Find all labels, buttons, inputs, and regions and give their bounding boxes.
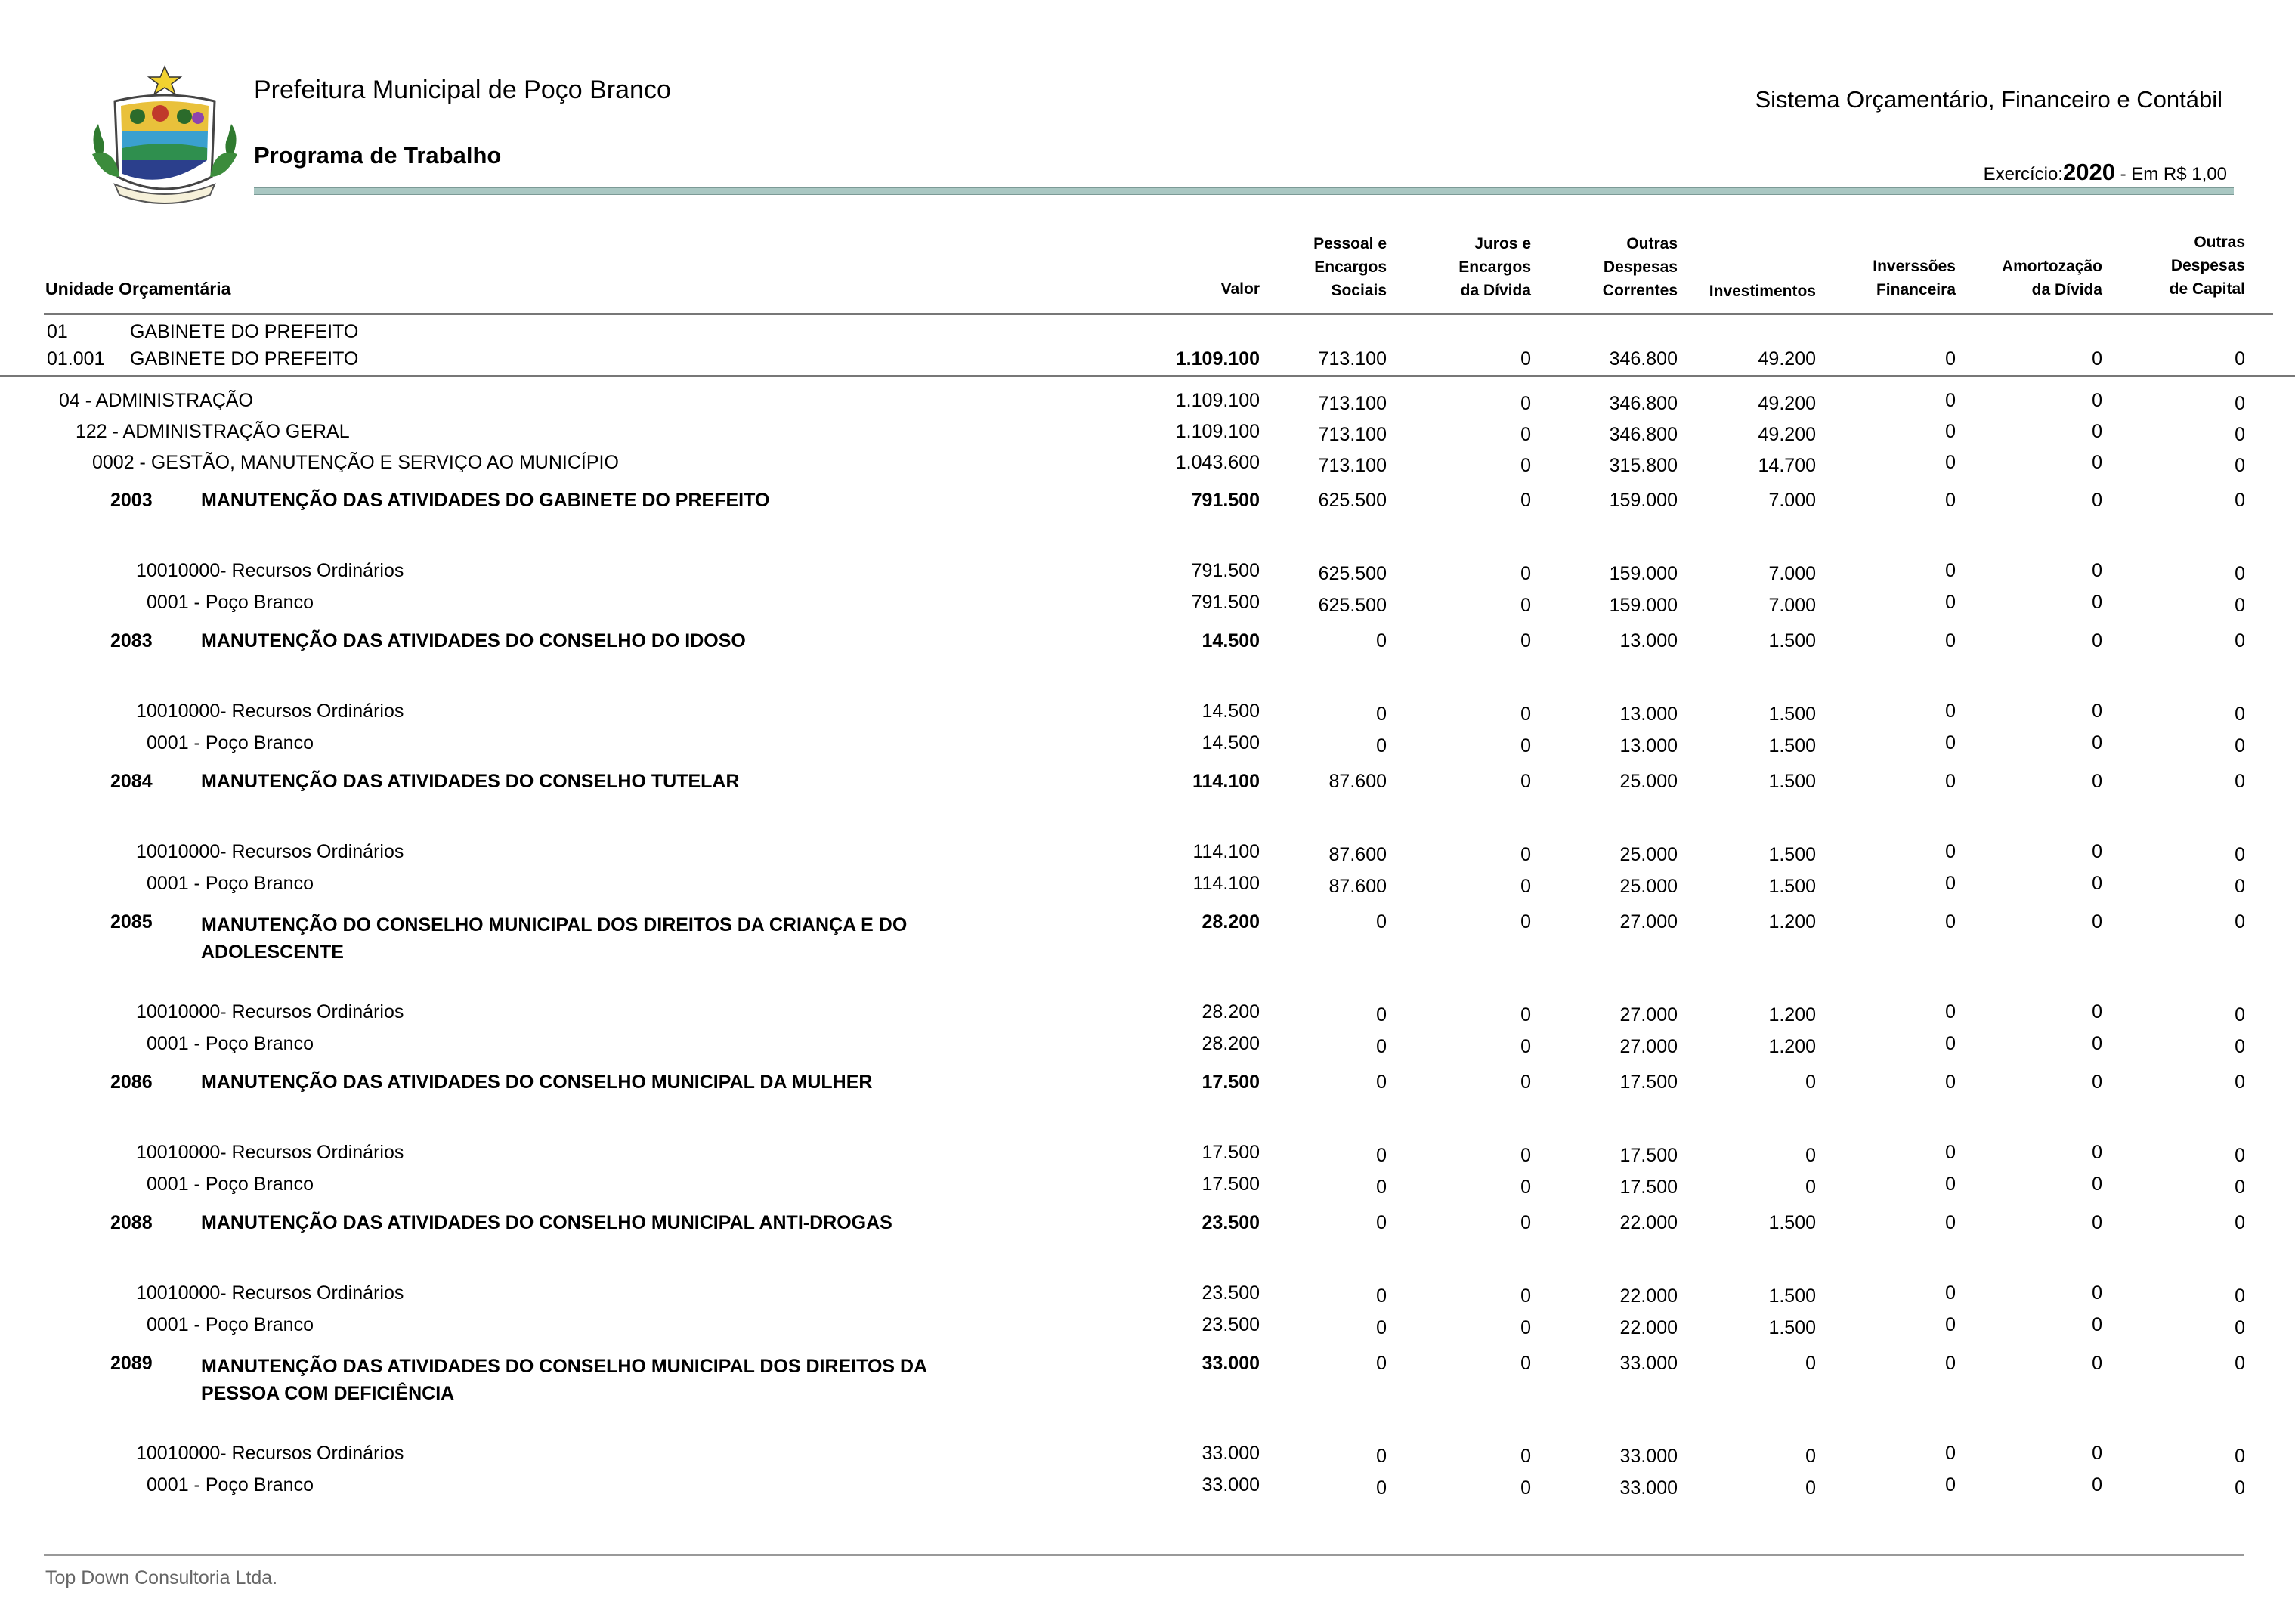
cell-pessoal: 0: [1376, 1353, 1387, 1374]
cell-pessoal: 713.100: [1318, 455, 1387, 476]
cell-outras-capital: 0: [2235, 1177, 2245, 1198]
cell-investimentos: 0: [1805, 1353, 1816, 1374]
cell-pessoal: 0: [1376, 1477, 1387, 1499]
row-label: MANUTENÇÃO DO CONSELHO MUNICIPAL DOS DIREITOS DA CRIANÇA E DO ADOLESCENTE: [201, 914, 908, 963]
row-label: 0001 - Poço Branco: [147, 732, 314, 753]
cell-outras-correntes: 315.800: [1609, 455, 1678, 476]
cell-amortizacao: 0: [2092, 771, 2102, 792]
unit-pessoal: 713.100: [1318, 348, 1387, 370]
cell-pessoal: 0: [1376, 1004, 1387, 1025]
action-code: 2088: [110, 1212, 153, 1233]
cell-amortizacao: 0: [2092, 630, 2102, 651]
cell-inversoes: 0: [1945, 1072, 1956, 1093]
cell-pessoal: 0: [1376, 630, 1387, 651]
cell-juros: 0: [1520, 393, 1531, 414]
cell-valor: 17.500: [1202, 1142, 1260, 1163]
cell-inversoes: 0: [1945, 490, 1956, 511]
cell-outras-capital: 0: [2235, 1285, 2245, 1307]
cell-valor: 114.100: [1192, 873, 1260, 894]
unit-amortizacao: 0: [2092, 348, 2102, 370]
cell-valor: 17.500: [1202, 1072, 1260, 1093]
cell-outras-capital: 0: [2235, 1477, 2245, 1499]
cell-outras-capital: 0: [2235, 1212, 2245, 1233]
cell-juros: 0: [1520, 1004, 1531, 1025]
cell-investimentos: 7.000: [1768, 490, 1816, 511]
cell-outras-capital: 0: [2235, 1036, 2245, 1057]
cell-valor: 114.100: [1192, 841, 1260, 862]
cell-amortizacao: 0: [2092, 1212, 2102, 1233]
cell-valor: 23.500: [1202, 1282, 1260, 1304]
cell-inversoes: 0: [1945, 1282, 1956, 1304]
cell-valor: 17.500: [1202, 1174, 1260, 1195]
cell-inversoes: 0: [1945, 1001, 1956, 1022]
cell-outras-correntes: 13.000: [1619, 630, 1678, 651]
unit-code: 01.001: [47, 348, 105, 370]
cell-outras-capital: 0: [2235, 771, 2245, 792]
row-label: 0001 - Poço Branco: [147, 1474, 314, 1496]
unit-outras-capital: 0: [2235, 348, 2245, 370]
row-label: MANUTENÇÃO DAS ATIVIDADES DO GABINETE DO PREFEITO: [201, 490, 770, 511]
org-title: Prefeitura Municipal de Poço Branco: [254, 76, 671, 104]
column-header-divider: [44, 313, 2273, 315]
row-label: 10010000- Recursos Ordinários: [136, 1001, 404, 1022]
cell-outras-capital: 0: [2235, 1072, 2245, 1093]
cell-investimentos: 1.500: [1768, 844, 1816, 865]
cell-juros: 0: [1520, 563, 1531, 584]
cell-pessoal: 713.100: [1318, 393, 1387, 414]
cell-pessoal: 625.500: [1318, 563, 1387, 584]
cell-valor: 1.109.100: [1175, 421, 1260, 442]
cell-juros: 0: [1520, 1036, 1531, 1057]
cell-valor: 23.500: [1202, 1212, 1260, 1233]
unit-investimentos: 49.200: [1758, 348, 1816, 370]
cell-inversoes: 0: [1945, 1142, 1956, 1163]
cell-amortizacao: 0: [2092, 452, 2102, 473]
row-label: 0001 - Poço Branco: [147, 592, 314, 613]
org-code: 01: [47, 321, 68, 342]
unit-inversoes: 0: [1945, 348, 1956, 370]
cell-amortizacao: 0: [2092, 1001, 2102, 1022]
action-code: 2003: [110, 490, 153, 511]
cell-outras-correntes: 159.000: [1609, 595, 1678, 616]
cell-amortizacao: 0: [2092, 1142, 2102, 1163]
row-label: MANUTENÇÃO DAS ATIVIDADES DO CONSELHO DO IDOSO: [201, 630, 746, 651]
cell-investimentos: 49.200: [1758, 424, 1816, 445]
cell-amortizacao: 0: [2092, 1474, 2102, 1496]
cell-valor: 28.200: [1202, 1033, 1260, 1054]
cell-inversoes: 0: [1945, 452, 1956, 473]
cell-pessoal: 0: [1376, 735, 1387, 756]
exercise-label: Exercício:: [1983, 164, 2063, 184]
cell-juros: 0: [1520, 1477, 1531, 1499]
row-label: 122 - ADMINISTRAÇÃO GERAL: [76, 421, 350, 442]
cell-inversoes: 0: [1945, 771, 1956, 792]
cell-juros: 0: [1520, 1072, 1531, 1093]
cell-valor: 14.500: [1202, 732, 1260, 753]
cell-outras-correntes: 17.500: [1619, 1145, 1678, 1166]
cell-valor: 33.000: [1202, 1353, 1260, 1374]
row-label: MANUTENÇÃO DAS ATIVIDADES DO CONSELHO TUTELAR: [201, 771, 740, 792]
org-name: GABINETE DO PREFEITO: [130, 321, 359, 342]
cell-investimentos: 1.200: [1768, 911, 1816, 933]
cell-juros: 0: [1520, 1212, 1531, 1233]
cell-outras-correntes: 159.000: [1609, 490, 1678, 511]
cell-outras-correntes: 25.000: [1619, 771, 1678, 792]
cell-outras-capital: 0: [2235, 1353, 2245, 1374]
row-label: 0001 - Poço Branco: [147, 1314, 314, 1335]
cell-juros: 0: [1520, 1317, 1531, 1338]
cell-investimentos: 1.200: [1768, 1036, 1816, 1057]
cell-outras-capital: 0: [2235, 455, 2245, 476]
cell-outras-correntes: 13.000: [1619, 735, 1678, 756]
cell-investimentos: 1.500: [1768, 704, 1816, 725]
cell-inversoes: 0: [1945, 732, 1956, 753]
row-label: MANUTENÇÃO DAS ATIVIDADES DO CONSELHO MUNICIPAL DA MULHER: [201, 1072, 873, 1093]
cell-inversoes: 0: [1945, 1212, 1956, 1233]
cell-inversoes: 0: [1945, 1443, 1956, 1464]
cell-outras-correntes: 33.000: [1619, 1446, 1678, 1467]
col-header-outras-capital: Outras Despesas de Capital: [2169, 234, 2245, 298]
cell-valor: 14.500: [1202, 630, 1260, 651]
cell-valor: 28.200: [1202, 911, 1260, 933]
cell-valor: 114.100: [1192, 771, 1260, 792]
cell-investimentos: 0: [1805, 1145, 1816, 1166]
cell-juros: 0: [1520, 595, 1531, 616]
footer-company: Top Down Consultoria Ltda.: [45, 1567, 278, 1588]
footer-divider: [44, 1554, 2244, 1556]
cell-juros: 0: [1520, 1177, 1531, 1198]
cell-juros: 0: [1520, 844, 1531, 865]
cell-outras-capital: 0: [2235, 1145, 2245, 1166]
row-label: 10010000- Recursos Ordinários: [136, 1142, 404, 1163]
cell-amortizacao: 0: [2092, 841, 2102, 862]
cell-amortizacao: 0: [2092, 701, 2102, 722]
cell-juros: 0: [1520, 455, 1531, 476]
cell-investimentos: 1.500: [1768, 735, 1816, 756]
cell-valor: 33.000: [1202, 1443, 1260, 1464]
cell-outras-capital: 0: [2235, 911, 2245, 933]
exercise-info: [1984, 159, 2227, 186]
row-label: 0001 - Poço Branco: [147, 1033, 314, 1054]
unit-outras-correntes: 346.800: [1609, 348, 1678, 370]
cell-outras-capital: 0: [2235, 393, 2245, 414]
report-title: Programa de Trabalho: [254, 142, 502, 169]
cell-inversoes: 0: [1945, 421, 1956, 442]
cell-pessoal: 0: [1376, 911, 1387, 933]
cell-juros: 0: [1520, 490, 1531, 511]
row-label: 10010000- Recursos Ordinários: [136, 841, 404, 862]
row-label: 10010000- Recursos Ordinários: [136, 560, 404, 581]
unit-valor: 1.109.100: [1175, 348, 1260, 370]
col-header-unit: Unidade Orçamentária: [45, 279, 231, 299]
cell-amortizacao: 0: [2092, 732, 2102, 753]
cell-pessoal: 87.600: [1328, 876, 1387, 897]
cell-valor: 28.200: [1202, 1001, 1260, 1022]
cell-amortizacao: 0: [2092, 1353, 2102, 1374]
cell-amortizacao: 0: [2092, 390, 2102, 411]
cell-amortizacao: 0: [2092, 1072, 2102, 1093]
cell-pessoal: 0: [1376, 1212, 1387, 1233]
cell-juros: 0: [1520, 911, 1531, 933]
row-label: 10010000- Recursos Ordinários: [136, 1443, 404, 1464]
cell-outras-capital: 0: [2235, 844, 2245, 865]
row-label: 10010000- Recursos Ordinários: [136, 1282, 404, 1304]
system-title: Sistema Orçamentário, Financeiro e Contábil: [1755, 86, 2222, 113]
cell-outras-correntes: 33.000: [1619, 1353, 1678, 1374]
cell-pessoal: 0: [1376, 1145, 1387, 1166]
cell-pessoal: 87.600: [1328, 771, 1387, 792]
row-label: MANUTENÇÃO DAS ATIVIDADES DO CONSELHO MUNICIPAL DOS DIREITOS DA PESSOA COM DEFICIÊNCIA: [201, 1356, 927, 1404]
cell-juros: 0: [1520, 630, 1531, 651]
cell-outras-capital: 0: [2235, 490, 2245, 511]
cell-pessoal: 0: [1376, 704, 1387, 725]
cell-outras-correntes: 17.500: [1619, 1072, 1678, 1093]
cell-outras-capital: 0: [2235, 1004, 2245, 1025]
cell-pessoal: 0: [1376, 1317, 1387, 1338]
col-header-inversoes: Inverssões Financeira: [1873, 258, 1956, 299]
cell-investimentos: 0: [1805, 1477, 1816, 1499]
col-header-investimentos: Investimentos: [1709, 283, 1816, 300]
cell-inversoes: 0: [1945, 841, 1956, 862]
cell-valor: 1.043.600: [1175, 452, 1260, 473]
action-code: 2084: [110, 771, 153, 792]
cell-valor: 1.109.100: [1175, 390, 1260, 411]
cell-valor: 791.500: [1191, 490, 1260, 511]
row-label: 0001 - Poço Branco: [147, 873, 314, 894]
cell-pessoal: 0: [1376, 1036, 1387, 1057]
cell-juros: 0: [1520, 876, 1531, 897]
cell-outras-capital: 0: [2235, 1317, 2245, 1338]
cell-outras-capital: 0: [2235, 704, 2245, 725]
action-code: 2086: [110, 1072, 153, 1093]
exercise-year: 2020: [2062, 159, 2115, 185]
cell-amortizacao: 0: [2092, 1443, 2102, 1464]
cell-pessoal: 713.100: [1318, 424, 1387, 445]
unit-juros: 0: [1520, 348, 1531, 370]
cell-pessoal: 0: [1376, 1177, 1387, 1198]
cell-outras-capital: 0: [2235, 595, 2245, 616]
cell-outras-correntes: 25.000: [1619, 844, 1678, 865]
cell-investimentos: 1.500: [1768, 771, 1816, 792]
cell-investimentos: 7.000: [1768, 563, 1816, 584]
cell-pessoal: 0: [1376, 1285, 1387, 1307]
cell-amortizacao: 0: [2092, 873, 2102, 894]
cell-amortizacao: 0: [2092, 1033, 2102, 1054]
cell-inversoes: 0: [1945, 911, 1956, 933]
cell-investimentos: 1.500: [1768, 876, 1816, 897]
cell-juros: 0: [1520, 1446, 1531, 1467]
cell-pessoal: 87.600: [1328, 844, 1387, 865]
cell-outras-correntes: 33.000: [1619, 1477, 1678, 1499]
cell-amortizacao: 0: [2092, 592, 2102, 613]
cell-outras-capital: 0: [2235, 1446, 2245, 1467]
cell-investimentos: 0: [1805, 1446, 1816, 1467]
cell-outras-correntes: 27.000: [1619, 1036, 1678, 1057]
col-header-pessoal: Pessoal e Encargos Sociais: [1313, 235, 1387, 299]
cell-valor: 23.500: [1202, 1314, 1260, 1335]
cell-outras-correntes: 17.500: [1619, 1177, 1678, 1198]
cell-valor: 791.500: [1191, 560, 1260, 581]
cell-inversoes: 0: [1945, 390, 1956, 411]
cell-amortizacao: 0: [2092, 560, 2102, 581]
cell-pessoal: 0: [1376, 1072, 1387, 1093]
cell-juros: 0: [1520, 1145, 1531, 1166]
cell-outras-capital: 0: [2235, 630, 2245, 651]
cell-inversoes: 0: [1945, 592, 1956, 613]
cell-outras-correntes: 27.000: [1619, 1004, 1678, 1025]
cell-amortizacao: 0: [2092, 1174, 2102, 1195]
action-code: 2083: [110, 630, 153, 651]
action-code: 2085: [110, 911, 153, 933]
cell-outras-correntes: 22.000: [1619, 1317, 1678, 1338]
cell-valor: 33.000: [1202, 1474, 1260, 1496]
cell-outras-capital: 0: [2235, 424, 2245, 445]
action-code: 2089: [110, 1353, 153, 1374]
cell-inversoes: 0: [1945, 701, 1956, 722]
cell-investimentos: 49.200: [1758, 393, 1816, 414]
cell-inversoes: 0: [1945, 1353, 1956, 1374]
cell-pessoal: 0: [1376, 1446, 1387, 1467]
cell-outras-capital: 0: [2235, 563, 2245, 584]
cell-inversoes: 0: [1945, 560, 1956, 581]
cell-inversoes: 0: [1945, 873, 1956, 894]
row-label: 0001 - Poço Branco: [147, 1174, 314, 1195]
cell-amortizacao: 0: [2092, 1282, 2102, 1304]
cell-inversoes: 0: [1945, 1174, 1956, 1195]
cell-amortizacao: 0: [2092, 1314, 2102, 1335]
cell-juros: 0: [1520, 424, 1531, 445]
cell-outras-correntes: 13.000: [1619, 704, 1678, 725]
col-header-valor: Valor: [1220, 280, 1260, 298]
cell-investimentos: 7.000: [1768, 595, 1816, 616]
cell-outras-correntes: 22.000: [1619, 1285, 1678, 1307]
cell-investimentos: 1.500: [1768, 1285, 1816, 1307]
cell-inversoes: 0: [1945, 1314, 1956, 1335]
row-label: 10010000- Recursos Ordinários: [136, 701, 404, 722]
cell-investimentos: 1.500: [1768, 1212, 1816, 1233]
cell-inversoes: 0: [1945, 1033, 1956, 1054]
cell-investimentos: 1.500: [1768, 630, 1816, 651]
col-header-outras-correntes: Outras Despesas Correntes: [1602, 235, 1678, 299]
cell-outras-correntes: 25.000: [1619, 876, 1678, 897]
cell-outras-capital: 0: [2235, 876, 2245, 897]
cell-outras-correntes: 346.800: [1609, 424, 1678, 445]
cell-juros: 0: [1520, 1285, 1531, 1307]
cell-investimentos: 14.700: [1758, 455, 1816, 476]
cell-investimentos: 1.500: [1768, 1317, 1816, 1338]
cell-outras-correntes: 346.800: [1609, 393, 1678, 414]
unit-name: GABINETE DO PREFEITO: [130, 348, 359, 370]
row-label: MANUTENÇÃO DAS ATIVIDADES DO CONSELHO MUNICIPAL ANTI-DROGAS: [201, 1212, 892, 1233]
cell-juros: 0: [1520, 704, 1531, 725]
cell-valor: 791.500: [1191, 592, 1260, 613]
cell-juros: 0: [1520, 771, 1531, 792]
cell-outras-correntes: 22.000: [1619, 1212, 1678, 1233]
col-header-juros: Juros e Encargos da Dívida: [1458, 235, 1531, 299]
cell-investimentos: 1.200: [1768, 1004, 1816, 1025]
cell-amortizacao: 0: [2092, 911, 2102, 933]
cell-pessoal: 625.500: [1318, 595, 1387, 616]
currency-label: - Em R$ 1,00: [2114, 164, 2227, 184]
cell-investimentos: 0: [1805, 1072, 1816, 1093]
cell-outras-capital: 0: [2235, 735, 2245, 756]
cell-pessoal: 625.500: [1318, 490, 1387, 511]
cell-juros: 0: [1520, 1353, 1531, 1374]
cell-outras-correntes: 27.000: [1619, 911, 1678, 933]
header-divider: [254, 187, 2234, 195]
cell-inversoes: 0: [1945, 1474, 1956, 1496]
cell-amortizacao: 0: [2092, 421, 2102, 442]
row-label: 0002 - GESTÃO, MANUTENÇÃO E SERVIÇO AO MUNICÍPIO: [92, 452, 619, 473]
cell-valor: 14.500: [1202, 701, 1260, 722]
cell-amortizacao: 0: [2092, 490, 2102, 511]
cell-investimentos: 0: [1805, 1177, 1816, 1198]
row-label: 04 - ADMINISTRAÇÃO: [59, 390, 253, 411]
municipal-coat-of-arms-icon: [85, 63, 245, 204]
unit-divider: [0, 375, 2295, 377]
cell-juros: 0: [1520, 735, 1531, 756]
col-header-amortizacao: Amortozação da Dívida: [2001, 258, 2102, 299]
cell-outras-correntes: 159.000: [1609, 563, 1678, 584]
cell-inversoes: 0: [1945, 630, 1956, 651]
